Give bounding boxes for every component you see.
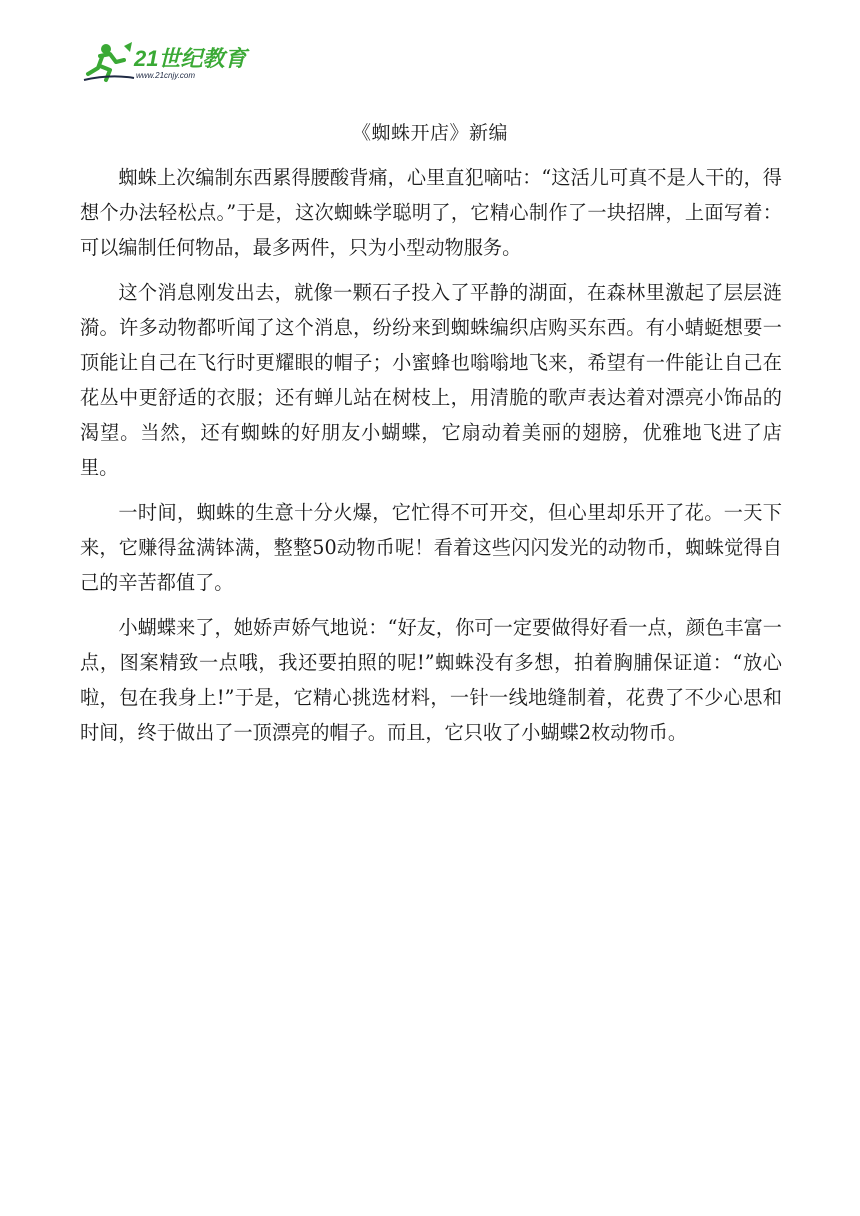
document-body — [80, 160, 782, 760]
logo-url-text: www.21cnjy.com — [136, 71, 195, 80]
paragraph-1: 蜘蛛上次编制东西累得腰酸背痛，心里直犯嘀咕：“这活儿可真不是人干的，得想个办法轻松点。”于是，这次蜘蛛学聪明了，它精心制作了一块招牌，上面写着：可以编制任何物品，最多两件，只为小型动物服务。 — [80, 166, 782, 259]
logo-graphic — [80, 40, 260, 84]
paragraph-4: 小蝴蝶来了，她娇声娇气地说：“好友，你可一定要做得好看一点，颜色丰富一点，图案精致一点哦，我还要拍照的呢!”蜘蛛没有多想，拍着胸脯保证道：“放心啦，包在我身上!”于是，它精心挑选材料，一针一线地缝制着，花费了不少心思和时间，终于做出了一顶漂亮的帽子。而且，它只收了小蝴蝶2枚动物币。 — [80, 616, 782, 744]
paragraph-2: 这个消息刚发出去，就像一颗石子投入了平静的湖面，在森林里激起了层层涟漪。许多动物都听闻了这个消息，纷纷来到蜘蛛编织店购买东西。有小蜻蜓想要一顶能让自己在飞行时更耀眼的帽子；小蜜蜂也嗡嗡地飞来，希望有一件能让自己在花丛中更舒适的衣服；还有蝉儿站在树枝上，用清脆的歌声表达着对漂亮小饰品的渴望。当然，还有蜘蛛的好朋友小蝴蝶，它扇动着美丽的翅膀，优雅地飞进了店里。 — [80, 281, 782, 479]
document-title: 《蜘蛛开店》新编 — [351, 122, 508, 144]
site-logo — [80, 40, 260, 84]
paragraph-3: 一时间，蜘蛛的生意十分火爆，它忙得不可开交，但心里却乐开了花。一天下来，它赚得盆满钵满，整整50动物币呢！看着这些闪闪发光的动物币，蜘蛛觉得自己的辛苦都值了。 — [80, 501, 782, 594]
logo-brand-text: 21世纪教育 — [134, 46, 247, 71]
